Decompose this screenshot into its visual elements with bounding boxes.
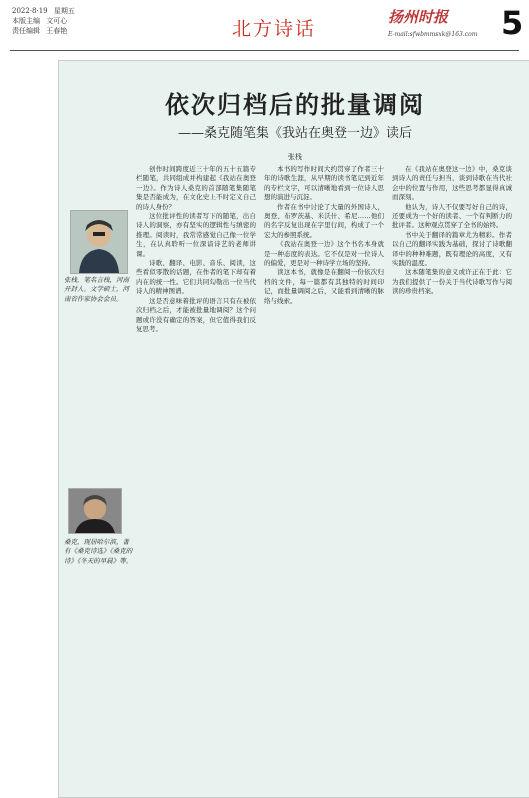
paragraph: 这是否意味着批评的语言只有在被依次归档之后，才能被批量地调阅？这个问题或许没有确定的答案，但它值得我们反复思考。 [136, 296, 256, 333]
paragraph: 书中关于翻译的篇章尤为精彩。作者以自己的翻译实践为基础，探讨了诗歌翻译中的种种难题，既有理论的高度，又有实践的温度。 [392, 230, 512, 268]
article-column-2 [264, 165, 384, 787]
issue-weekday: 星期五 [53, 7, 75, 15]
paragraph: 《我站在奥登一边》这个书名本身就是一种态度的表达。它不仅是对一位诗人的偏爱，更是对一种诗学立场的坚持。 [264, 240, 384, 268]
duty-editor-line [12, 26, 71, 36]
section-title: 北方诗话 [232, 18, 317, 40]
paragraph: 这本随笔集的意义或许正在于此：它为我们提供了一份关于当代诗歌写作与阅读的珍贵档案。 [392, 268, 512, 296]
paragraph: 本书的写作时间大约贯穿了作者三十年的诗歌生涯，从早期的读书笔记到近年的专栏文字，可以清晰地看到一位诗人思想的演进与沉淀。 [264, 165, 384, 202]
article-title: 依次归档后的批量调阅 [165, 90, 425, 119]
paragraph: 在《我站在奥登这一边》中，桑克谈到诗人的责任与担当，谈到诗歌在当代社会中的位置与作用，这些思考都显得真诚而深刻。 [392, 165, 512, 202]
newspaper-logo: 扬州时报 [388, 8, 449, 26]
portrait-illustration [71, 211, 127, 273]
issue-date-line [12, 6, 79, 16]
page-header [0, 0, 529, 52]
issue-date: 2022·8·19 [12, 7, 48, 15]
chief-editor-label: 本版主编 [12, 17, 40, 25]
portrait-illustration [69, 489, 121, 533]
subject-photo [68, 488, 122, 534]
chief-editor-line [12, 16, 71, 26]
paragraph: 读这本书，就像是在翻阅一份依次归档的文件，每一篇都有其独特的时间印记，而批量调阅之后，又能看到清晰的脉络与线索。 [264, 268, 384, 305]
article-column-3 [392, 165, 512, 787]
author-caption: 张栈，笔名言栈，河南开封人。文学硕士，河南省作家协会会员。 [64, 276, 129, 303]
paragraph: 创作时间跨度近三十年的五十五篇专栏随笔，共同组成并构建起《我站在奥登一边》。作为诗人桑克的首部随笔集随笔集是否能成为，在文化史上不时定义自己的诗人身份？ [136, 165, 256, 211]
article-subtitle: ——桑克随笔集《我站在奥登一边》读后 [177, 126, 412, 141]
paragraph: 他认为，诗人不仅要写好自己的诗，还要成为一个好的读者、一个有判断力的批评者。这种观点贯穿了全书的始终。 [392, 202, 512, 230]
article-column-1 [136, 165, 256, 787]
duty-editor-label: 责任编辑 [12, 27, 40, 35]
chief-editor-name: 文可心 [46, 17, 68, 25]
article-author: 张栈 [288, 153, 302, 161]
header-divider [10, 50, 519, 51]
author-photo [70, 210, 128, 274]
paragraph: 这位批评性的读者写下的随笔，出自诗人的洞察，亦有坚实的逻辑性与缜密的推理。阅读时，我常常感觉自己像一位学生，在认真聆听一位深谙诗艺的老师讲课。 [136, 212, 256, 258]
paragraph: 作者在书中讨论了大量的外国诗人，奥登、布罗茨基、米沃什、希尼……他们的名字反复出现在字里行间，构成了一个宏大的参照系统。 [264, 202, 384, 239]
duty-editor-name: 王春艳 [46, 27, 68, 35]
page-number: 5 [501, 4, 524, 42]
newspaper-email: E-mail:sfwbmmsxk@163.com [388, 31, 478, 38]
subject-caption: 桑克，现居哈尔滨，著有《桑克诗选》《桑克的诗》《冬天的早晨》等。 [64, 538, 133, 565]
paragraph: 诗歌、翻译、电影、音乐、阅读，这些看似零散的话题，在作者的笔下却有着内在的统一性。它们共同勾勒出一位当代诗人的精神图谱。 [136, 259, 256, 296]
